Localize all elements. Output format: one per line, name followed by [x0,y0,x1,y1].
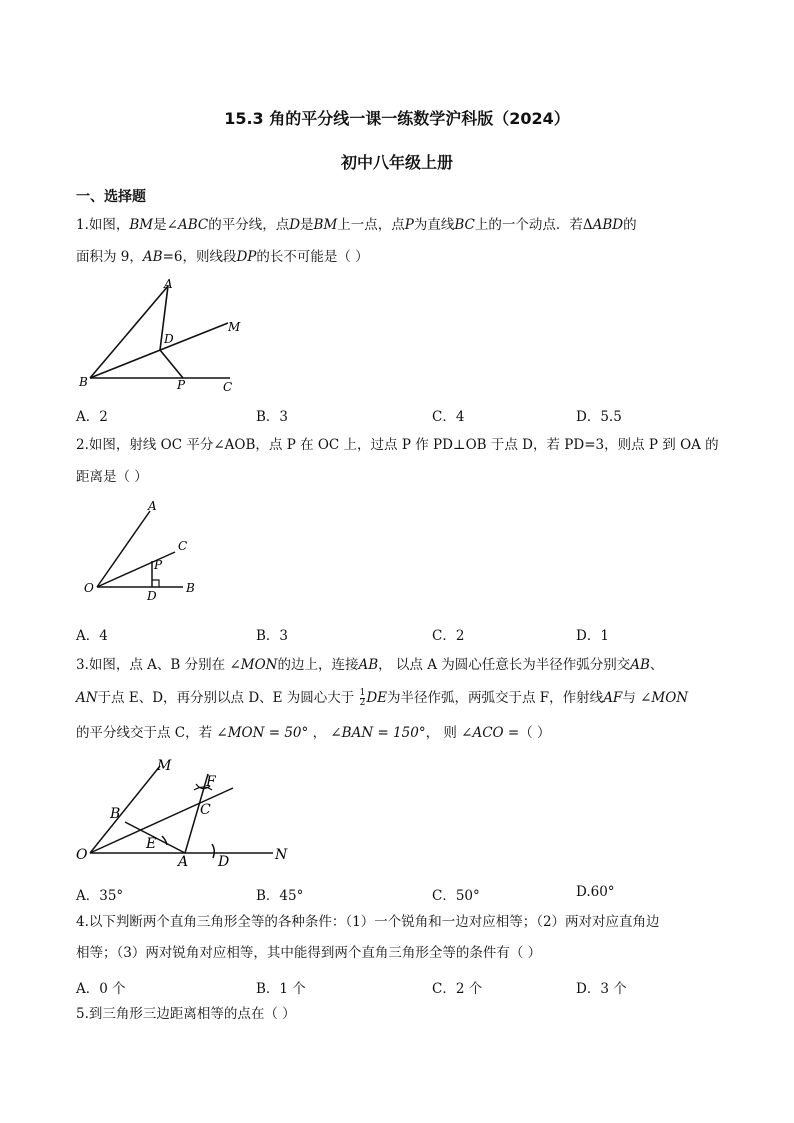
label-c: C [223,380,233,394]
q4-option-c[interactable]: C．2 个 [432,981,483,997]
label-f: F [206,774,216,790]
arc-d [212,844,214,858]
label-e: E [146,836,157,852]
label-a: A [148,499,157,513]
right-angle-mark [152,580,159,587]
label-a: A [164,277,173,291]
question-3-line-3: 的平分线交于点 C，若 ∠MON = 50° ， ∠BAN = 150°， 则 ∠ACO =（ ） [76,725,551,741]
q3-option-b[interactable]: B．45° [256,888,304,904]
document-title: 15.3 角的平分线一课一练数学沪科版（2024） [224,109,570,128]
q1-option-d[interactable]: D．5.5 [576,409,622,425]
q4-option-b[interactable]: B．1 个 [256,981,306,997]
q4-option-d[interactable]: D．3 个 [576,981,627,997]
label-d: D [147,589,157,603]
label-d: D [164,332,174,346]
label-b: B [186,581,195,595]
question-1-line-1: 1.如图，BM是∠ABC的平分线，点D是BM上一点，点P为直线BC上的一个动点．若ΔABD的 [76,217,637,233]
label-p: P [154,558,163,572]
question-2-line-2: 距离是（ ） [76,469,148,485]
ray-bm [90,323,228,378]
label-m: M [157,758,172,774]
question-3-figure [70,752,300,872]
q1-option-b[interactable]: B．3 [256,409,289,425]
label-p: P [177,378,186,392]
q1-option-a[interactable]: A．2 [76,409,108,425]
label-b: B [79,375,88,389]
question-2-line-1: 2.如图，射线 OC 平分∠AOB，点 P 在 OC 上，过点 P 作 PD⊥OB 于点 D，若 PD=3，则点 P 到 OA 的 [76,437,719,453]
q2-option-a[interactable]: A．4 [76,628,108,644]
line-dp [160,350,183,378]
fraction-one-half: $\frac{1}{2}$ [359,688,366,708]
question-4-line-2: 相等；（3）两对锐角对应相等，其中能得到两个直角三角形全等的条件有（ ） [76,945,542,961]
label-o: O [84,581,94,595]
question-5-line-1: 5.到三角形三边距离相等的点在（ ） [76,1006,296,1022]
q1-option-c[interactable]: C．4 [432,409,465,425]
question-3-line-2: AN于点 E、D，再分别以点 D、E 为圆心大于 $\frac{1}{2}$ DE为半径作弧，两弧交于点 F，作射线AF与 ∠MON [76,688,689,708]
q2-option-b[interactable]: B．3 [256,628,289,644]
label-m: M [228,320,241,334]
q2-option-d[interactable]: D．1 [576,628,609,644]
label-o: O [76,847,88,863]
question-1-figure [70,275,250,395]
q3-option-d[interactable]: D.60° [576,884,615,900]
label-a: A [178,854,189,870]
q3-option-a[interactable]: A．35° [76,888,124,904]
q2-option-c[interactable]: C．2 [432,628,465,644]
question-4-line-1: 4.以下判断两个直角三角形全等的各种条件：（1）一个锐角和一边对应相等；（2）两对对应直角边 [76,914,660,930]
label-c: C [200,802,211,818]
section-heading: 一、选择题 [76,189,146,205]
label-n: N [275,847,288,863]
label-c: C [178,539,188,553]
question-2-figure [75,495,210,607]
document-subtitle: 初中八年级上册 [340,153,453,172]
question-3-line-1: 3.如图，点 A、B 分别在 ∠MON的边上，连接AB， 以点 A 为圆心任意长为半径作弧分别交AB、 [76,657,664,673]
question-1-line-2: 面积为 9，AB=6，则线段DP的长不可能是（ ） [76,249,369,265]
q4-option-a[interactable]: A．0 个 [76,981,126,997]
label-d: D [218,854,230,870]
label-b: B [110,806,121,822]
line-ba [90,286,168,378]
q3-option-c[interactable]: C．50° [432,888,480,904]
arc-e [162,836,167,845]
